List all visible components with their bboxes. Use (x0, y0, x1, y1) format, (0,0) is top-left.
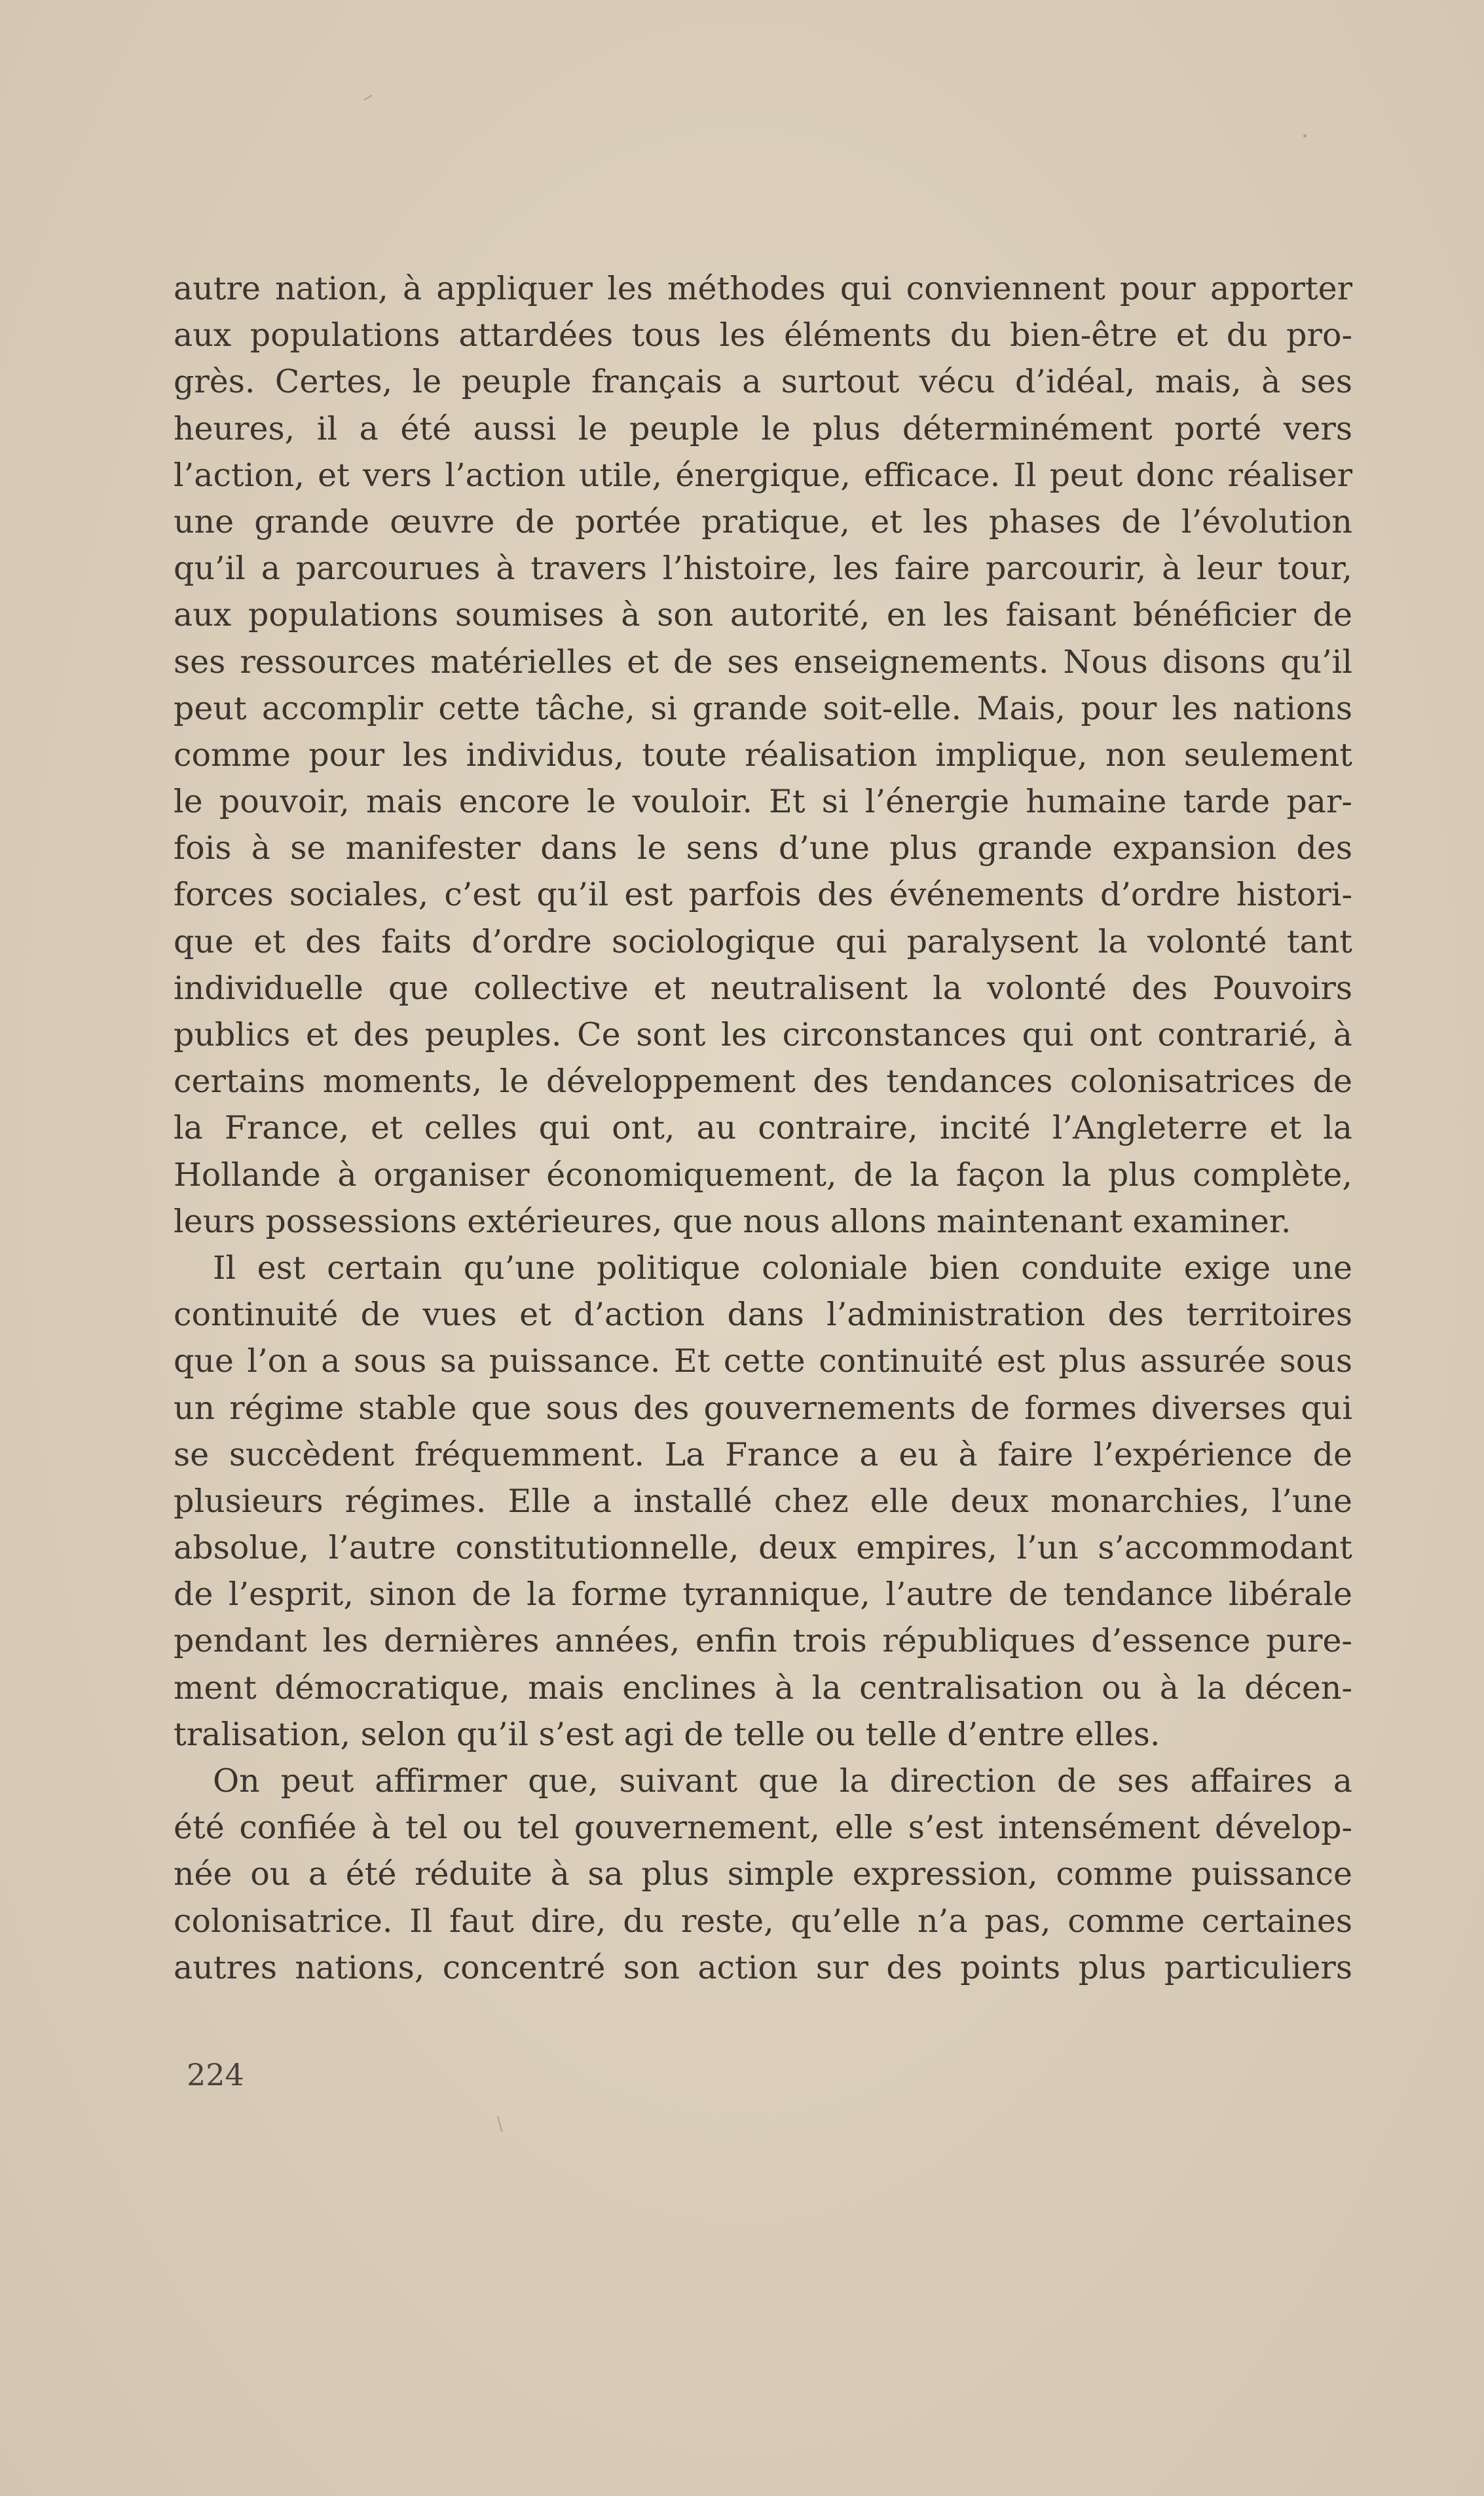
text-line: comme pour les individus, toute réalisation implique, non seulement (174, 736, 1352, 774)
paper-speck (497, 2116, 502, 2132)
text-line: certains moments, le développement des tendances colonisatrices de (174, 1063, 1352, 1101)
text-line: tralisation, selon qu’il s’est agi de telle ou telle d’entre elles. (174, 1715, 1160, 1753)
text-line: pendant les dernières années, enfin trois républiques d’essence pure- (174, 1622, 1352, 1660)
text-line: ses ressources matérielles et de ses enseignements. Nous disons qu’il (174, 643, 1352, 681)
text-line: la France, et celles qui ont, au contraire, incité l’Angleterre et la (174, 1109, 1352, 1147)
text-line: On peut affirmer que, suivant que la direction de ses affaires a (213, 1762, 1352, 1800)
text-line: autres nations, concentré son action sur des points plus particuliers (174, 1948, 1352, 1986)
text-line: ment démocratique, mais enclines à la centralisation ou à la décen- (174, 1669, 1352, 1707)
text-line: une grande œuvre de portée pratique, et les phases de l’évolution (174, 502, 1352, 540)
text-line: fois à se manifester dans le sens d’une plus grande expansion des (174, 829, 1352, 867)
text-line: qu’il a parcourues à travers l’histoire, les faire parcourir, à leur tour, (174, 550, 1352, 588)
text-line: autre nation, à appliquer les méthodes qui conviennent pour apporter (174, 270, 1352, 307)
paper-speck (1303, 134, 1307, 138)
text-line: plusieurs régimes. Elle a installé chez elle deux monarchies, l’une (174, 1482, 1352, 1520)
page-number: 224 (187, 2057, 244, 2092)
text-line: que l’on a sous sa puissance. Et cette continuité est plus assurée sous (174, 1342, 1352, 1380)
text-line: le pouvoir, mais encore le vouloir. Et si l’énergie humaine tarde par- (174, 783, 1352, 821)
text-line: colonisatrice. Il faut dire, du reste, qu’elle n’a pas, comme certaines (174, 1902, 1352, 1940)
text-line: se succèdent fréquemment. La France a eu à faire l’expérience de (174, 1435, 1352, 1473)
text-line: continuité de vues et d’action dans l’administration des territoires (174, 1296, 1352, 1334)
body-text (174, 265, 1352, 1991)
text-line: été confiée à tel ou tel gouvernement, elle s’est intensément dévelop- (174, 1809, 1352, 1847)
text-line: née ou a été réduite à sa plus simple expression, comme puissance (174, 1855, 1352, 1893)
text-line: aux populations soumises à son autorité, en les faisant bénéficier de (174, 596, 1352, 634)
text-line: leurs possessions extérieures, que nous allons maintenant examiner. (174, 1202, 1291, 1240)
text-line: grès. Certes, le peuple français a surtout vécu d’idéal, mais, à ses (174, 363, 1352, 401)
text-line: absolue, l’autre constitutionnelle, deux empires, l’un s’accommodant (174, 1529, 1352, 1567)
text-line: aux populations attardées tous les éléments du bien-être et du pro- (174, 316, 1352, 354)
text-line: un régime stable que sous des gouvernements de formes diverses qui (174, 1389, 1352, 1427)
text-line: Il est certain qu’une politique coloniale bien conduite exige une (213, 1249, 1352, 1287)
text-line: individuelle que collective et neutralisent la volonté des Pouvoirs (174, 969, 1352, 1007)
text-line: forces sociales, c’est qu’il est parfois des événements d’ordre histori- (174, 876, 1352, 914)
paper-speck (363, 95, 372, 101)
text-line: Hollande à organiser économiquement, de la façon la plus complète, (174, 1156, 1352, 1194)
text-line: peut accomplir cette tâche, si grande soit-elle. Mais, pour les nations (174, 689, 1352, 727)
text-line: de l’esprit, sinon de la forme tyrannique, l’autre de tendance libérale (174, 1576, 1352, 1614)
text-line: que et des faits d’ordre sociologique qui paralysent la volonté tant (174, 922, 1352, 960)
text-line: publics et des peuples. Ce sont les circonstances qui ont contrarié, à (174, 1016, 1352, 1053)
text-line: l’action, et vers l’action utile, énergique, efficace. Il peut donc réaliser (174, 456, 1352, 494)
text-line: heures, il a été aussi le peuple le plus déterminément porté vers (174, 409, 1352, 447)
